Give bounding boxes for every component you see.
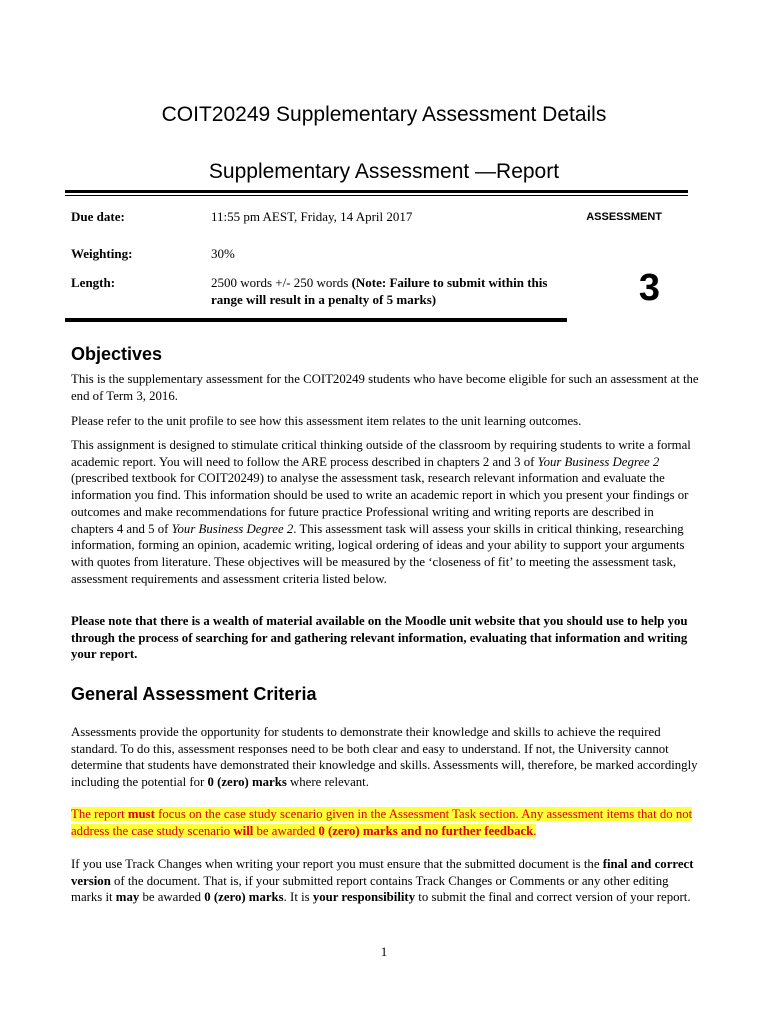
objectives-paragraph-4: Please note that there is a wealth of material available on the Moodle unit website that you should use to help you through the process of searching for and gathering relevant information, evaluating that information and writing your report. <box>71 614 688 662</box>
assessment-badge-number: 3 <box>638 267 660 309</box>
criteria-p1-text-b: where relevant. <box>286 775 369 790</box>
header-rule-thick <box>65 190 688 193</box>
warning-will: will <box>233 823 254 838</box>
criteria-p3-text-c: be awarded <box>139 890 205 905</box>
textbook-title-2: Your Business Degree 2 <box>171 521 294 536</box>
criteria-p3-text-b: of the document. That is, if your submitted report contains Track Changes or Comments or any other editing marks it <box>71 873 669 905</box>
warning-text-a: The report <box>71 807 128 821</box>
weighting-value: 30% <box>211 246 235 261</box>
document-title: COIT20249 Supplementary Assessment Details <box>161 103 607 126</box>
due-date-label: Due date: <box>71 209 125 224</box>
criteria-p3-text-e: to submit the final and correct version of your report. <box>415 890 691 905</box>
header-rule-thin <box>65 195 688 196</box>
length-label: Length: <box>71 275 116 290</box>
objectives-paragraph-1: This is the supplementary assessment for the COIT20249 students who have become eligible for such an assessment at the end of Term 3, 2016. <box>71 372 699 403</box>
highlighted-warning <box>71 807 692 838</box>
zero-marks-emphasis: 0 (zero) marks <box>207 775 287 790</box>
criteria-p1-text-a: Assessments provide the opportunity for students to demonstrate their knowledge and skills to achieve the required standard. To do this, assessment responses need to be both clear and easy to understand. If not, the University cannot determine that students have demonstrated their knowledge and skills. Assessments will, therefore, be marked accordingly including the potential for <box>71 725 698 790</box>
objectives-paragraph-3 <box>71 437 699 587</box>
assessment-badge-label: ASSESSMENT <box>586 211 662 223</box>
length-value <box>211 274 556 308</box>
final-version-emphasis: final and correct version <box>71 857 694 888</box>
criteria-heading: General Assessment Criteria <box>71 684 317 704</box>
may-emphasis: may <box>115 890 140 905</box>
objectives-paragraph-2: Please refer to the unit profile to see how this assessment item relates to the unit learning outcomes. <box>71 414 582 428</box>
length-note: (Note: Failure to submit within this range will result in a penalty of 5 marks) <box>211 275 548 307</box>
criteria-paragraph-2 <box>71 806 699 839</box>
criteria-paragraph-1 <box>71 724 699 791</box>
textbook-title: Your Business Degree 2 <box>537 454 660 469</box>
warning-must: must <box>127 807 155 821</box>
objectives-p3-text-b: (prescribed textbook for COIT20249) to analyse the assessment task, research relevant information and evaluate the information you find. This information should be used to write an academic report in which you present your findings or outcomes and make recommendations for future practice Professional writing and writing reports are described in chapters 4 and 5 of <box>71 471 689 536</box>
warning-text-c: be awarded <box>253 823 319 838</box>
objectives-p3-text-c: . This assessment task will assess your skills in critical thinking, researching information, forming an opinion, academic writing, logical ordering of ideas and your ability to support your arguments with quotes from literature. These objectives will be measured by the ‘closeness of fit’ to meeting the assessment task, assessment requirements and assessment criteria listed below. <box>71 521 685 586</box>
warning-zero-marks: 0 (zero) marks and no further feedback <box>318 823 534 838</box>
objectives-heading: Objectives <box>71 344 163 364</box>
document-subtitle: Supplementary Assessment —Report <box>208 160 560 183</box>
details-bottom-rule <box>65 318 567 322</box>
length-words: 2500 words +/- 250 words <box>211 275 352 290</box>
criteria-p3-text-a: If you use Track Changes when writing your report you must ensure that the submitted document is the <box>71 857 603 871</box>
warning-text-d: . <box>533 823 537 838</box>
objectives-p3-text-a: This assignment is designed to stimulate critical thinking outside of the classroom by requiring students to write a formal academic report. You will need to follow the ARE process described in chapters 2 and 3 of <box>71 438 691 469</box>
weighting-label: Weighting: <box>71 246 133 261</box>
warning-text-b: focus on the case study scenario given in the Assessment Task section. Any assessment items that do not address the case study scenario <box>71 807 693 838</box>
due-date-value: 11:55 pm AEST, Friday, 14 April 2017 <box>211 209 413 224</box>
page-number: 1 <box>380 944 388 959</box>
zero-marks-emphasis-2: 0 (zero) marks <box>204 890 284 905</box>
criteria-paragraph-3 <box>71 856 699 906</box>
criteria-p3-text-d: . It is <box>283 890 313 905</box>
responsibility-emphasis: your responsibility <box>312 890 416 905</box>
